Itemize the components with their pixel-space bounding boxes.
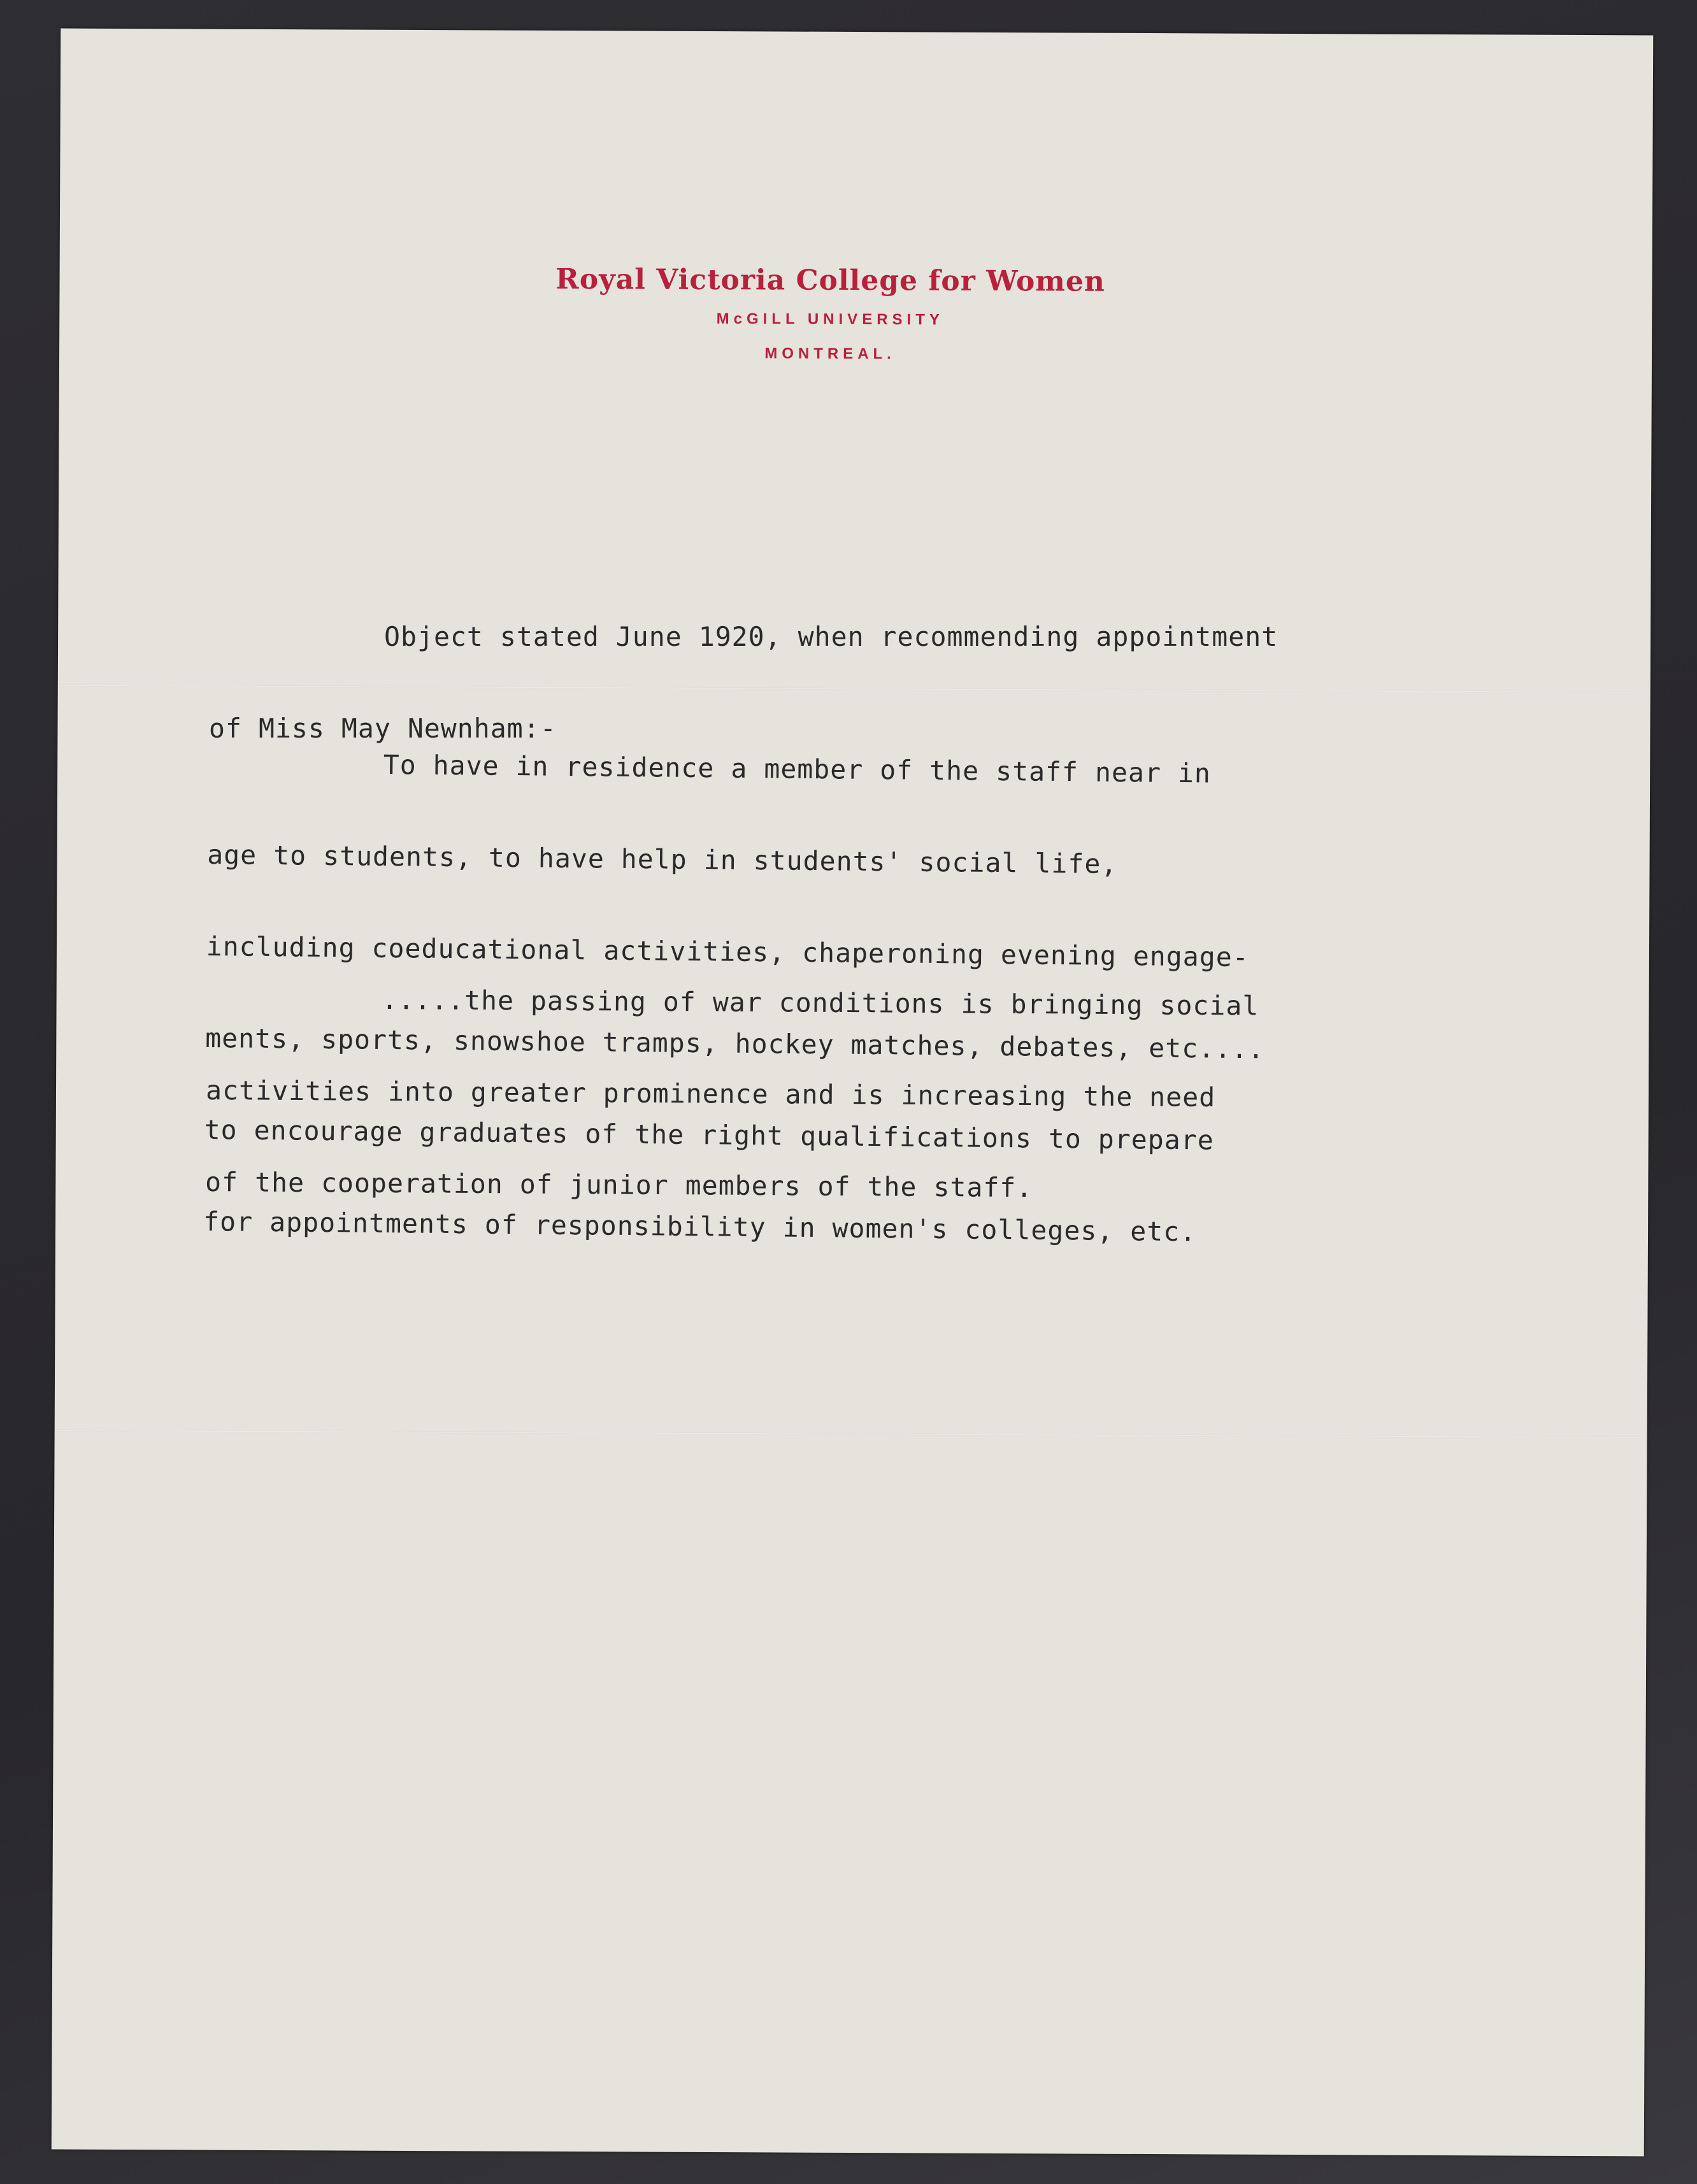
letterhead [59,261,1652,367]
purpose-line: age to students, to have help in students' social life, [206,838,1118,880]
purpose-line: including coeducational activities, chaperoning evening engage- [206,930,1249,973]
letterhead-city: MONTREAL. [764,345,896,363]
letterhead-university: McGILL UNIVERSITY [716,310,944,329]
war-conditions-paragraph [205,922,1260,1236]
war-line: .....the passing of war conditions is bringing social [381,983,1259,1022]
object-line: of Miss May Newnham:- [209,713,557,744]
object-line: Object stated June 1920, when recommending appointment [384,621,1278,652]
war-line: of the cooperation of junior members of the staff. [204,1166,1033,1204]
letterhead-institution: Royal Victoria College for Women [555,262,1105,298]
paper-fold-line [55,1430,1647,1439]
purpose-line: To have in residence a member of the staff near in [383,748,1212,789]
purpose-line: for appointments of responsibility in women's colleges, etc. [203,1205,1197,1248]
war-line: activities into greater prominence and is increasing the need [205,1074,1216,1113]
purpose-line: ments, sports, snowshoe tramps, hockey matches, debates, etc.... [204,1022,1265,1065]
purpose-line: to encourage graduates of the right qualifications to prepare [204,1113,1214,1156]
